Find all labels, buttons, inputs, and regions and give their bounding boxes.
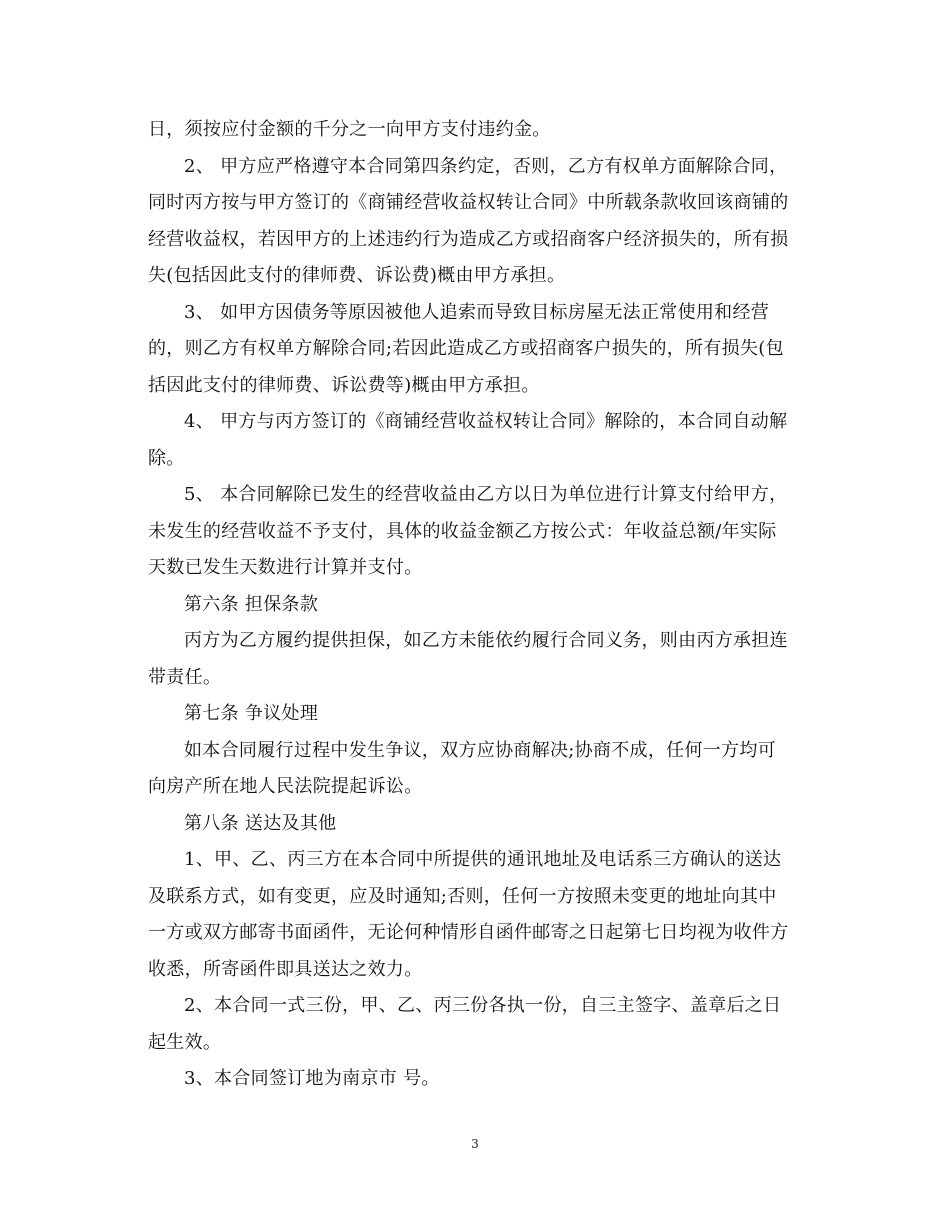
contract-paragraph (148, 733, 808, 806)
text-line: 除。 (148, 447, 185, 469)
text-line: 1、甲、乙、丙三方在本合同中所提供的通讯地址及电话系三方确认的送达 (184, 849, 782, 870)
text-line: 3、 如甲方因债务等原因被他人追索而导致目标房屋无法正常使用和经营 (184, 301, 770, 323)
text-line: 第六条 担保条款 (184, 593, 319, 615)
contract-paragraph (148, 623, 808, 696)
text-line: 第八条 送达及其他 (184, 812, 337, 834)
text-line: 天数已发生天数进行计算并支付。 (148, 557, 423, 578)
text-line: 第七条 争议处理 (184, 703, 319, 724)
contract-body (148, 112, 808, 1098)
contract-paragraph (148, 806, 808, 843)
text-line: 失(包括因此支付的律师费、诉讼费)概由甲方承担。 (148, 265, 566, 286)
text-line: 丙方为乙方履约提供担保，如乙方未能依约履行合同义务，则由丙方承担连 (184, 630, 788, 651)
text-line: 5、 本合同解除已发生的经营收益由乙方以日为单位进行计算支付给甲方， (184, 484, 788, 505)
contract-paragraph (148, 477, 808, 587)
text-line: 4、 甲方与丙方签订的《商铺经营收益权转让合同》解除的，本合同自动解 (184, 411, 788, 432)
text-line: 的，则乙方有权单方解除合同;若因此造成乙方或招商客户损失的，所有损失(包 (148, 338, 784, 359)
text-line: 及联系方式，如有变更，应及时通知;否则，任何一方按照未变更的地址向其中 (148, 885, 777, 907)
text-line: 日，须按应付金额的千分之一向甲方支付违约金。 (148, 119, 551, 140)
text-line: 带责任。 (148, 666, 222, 688)
contract-paragraph (148, 587, 808, 624)
contract-paragraph (148, 404, 808, 477)
contract-paragraph (148, 988, 808, 1061)
text-line: 向房产所在地人民法院提起诉讼。 (148, 776, 423, 797)
contract-paragraph (148, 1061, 808, 1098)
text-line: 一方或双方邮寄书面函件，无论何种情形自函件邮寄之日起第七日均视为收件方 (148, 922, 789, 943)
text-line: 如本合同履行过程中发生争议，双方应协商解决;协商不成，任何一方均可 (184, 739, 776, 761)
text-line: 经营收益权，若因甲方的上述违约行为造成乙方或招商客户经济损失的，所有损 (148, 228, 789, 250)
text-line: 起生效。 (148, 1031, 222, 1053)
contract-paragraph (148, 295, 808, 405)
text-line: 括因此支付的律师费、诉讼费等)概由甲方承担。 (148, 374, 540, 396)
page-number: 3 (471, 1137, 479, 1151)
text-line: 收悉，所寄函件即具送达之效力。 (148, 958, 423, 980)
text-line: 未发生的经营收益不予支付，具体的收益金额乙方按公式：年收益总额/年实际 (148, 520, 777, 542)
text-line: 3、本合同签订地为南京市 号。 (184, 1068, 440, 1089)
text-line: 2、 甲方应严格遵守本合同第四条约定，否则，乙方有权单方面解除合同， (184, 155, 788, 177)
contract-paragraph (148, 112, 808, 149)
text-line: 同时丙方按与甲方签订的《商铺经营收益权转让合同》中所载条款收回该商铺的 (148, 192, 789, 213)
contract-paragraph (148, 842, 808, 988)
contract-paragraph (148, 696, 808, 733)
contract-paragraph (148, 149, 808, 295)
text-line: 2、本合同一式三份，甲、乙、丙三份各执一份，自三主签字、盖章后之日 (184, 995, 782, 1016)
